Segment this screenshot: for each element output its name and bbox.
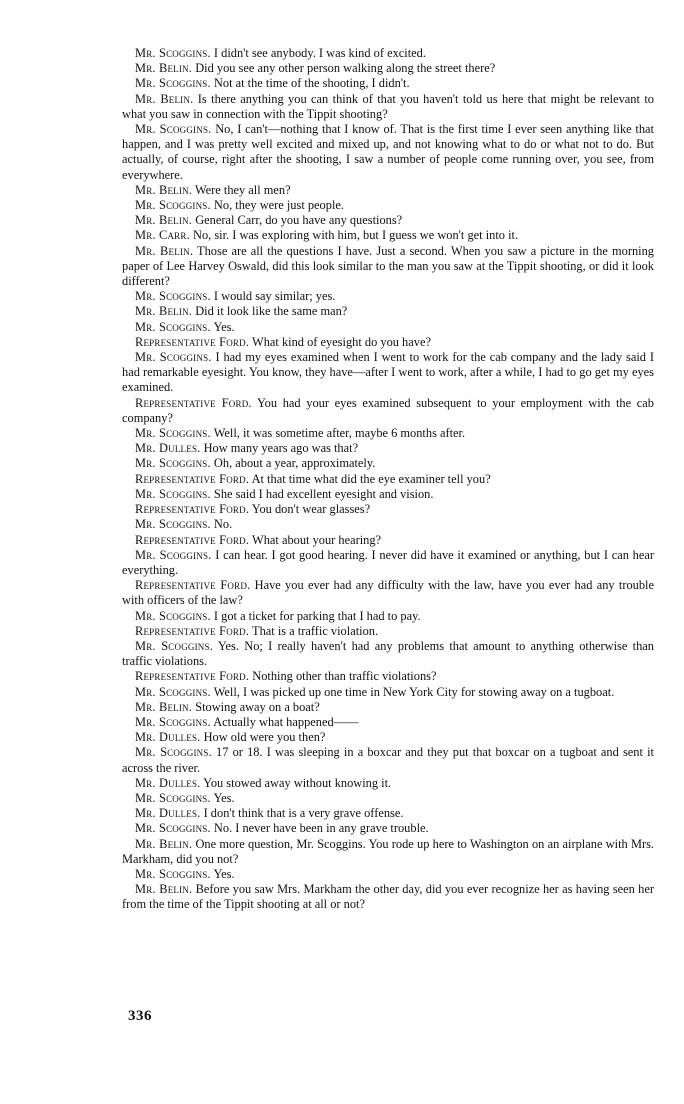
transcript-paragraph (122, 776, 654, 791)
transcript-paragraph (122, 228, 654, 243)
transcript-paragraph (122, 350, 654, 396)
transcript-paragraph (122, 533, 654, 548)
speech-text: Actually what happened—— (213, 714, 359, 729)
transcript-paragraph (122, 730, 654, 745)
speaker-name: Mr. Belin. (135, 243, 194, 258)
speaker-name: Mr. Scoggins. (135, 319, 211, 334)
transcript-body (122, 46, 654, 913)
speech-text: Those are all the questions I have. Just a second. When you saw a picture in the morning paper of Lee Harvey Oswald, did this look similar to the man you saw at the Tippit shooting, or did it look different? (122, 243, 654, 289)
speaker-name: Mr. Belin. (135, 61, 193, 76)
transcript-paragraph (122, 183, 654, 198)
transcript-paragraph (122, 578, 654, 608)
transcript-paragraph (122, 609, 654, 624)
transcript-paragraph (122, 76, 654, 91)
speech-text: No, they were just people. (213, 198, 344, 213)
speech-text: Nothing other than traffic violations? (252, 669, 437, 684)
transcript-paragraph (122, 92, 654, 122)
speaker-name: Mr. Dulles. (135, 441, 201, 456)
transcript-paragraph (122, 821, 654, 836)
speech-text: What about your hearing? (252, 532, 382, 547)
speech-text: Oh, about a year, approximately. (213, 456, 376, 471)
transcript-paragraph (122, 517, 654, 532)
transcript-paragraph (122, 548, 654, 578)
speaker-name: Mr. Scoggins. (135, 350, 212, 365)
speaker-name: Mr. Belin. (135, 882, 193, 897)
speech-text: 17 or 18. I was sleeping in a boxcar and they put that boxcar on a tugboat and sent it across the river. (122, 745, 654, 775)
speech-text: Well, I was picked up one time in New York City for stowing away on a tugboat. (213, 684, 615, 699)
speaker-name: Representative Ford. (135, 471, 250, 486)
speech-text: You don't wear glasses? (251, 502, 371, 517)
speaker-name: Mr. Belin. (135, 182, 193, 197)
transcript-paragraph (122, 487, 654, 502)
speaker-name: Representative Ford. (135, 532, 250, 547)
speech-text: General Carr, do you have any questions? (195, 213, 403, 228)
transcript-paragraph (122, 335, 654, 350)
speech-text: Yes. (213, 790, 235, 805)
transcript-paragraph (122, 198, 654, 213)
speech-text: I can hear. I got good hearing. I never did have it examined or anything, but I can hear everything. (122, 547, 654, 577)
speaker-name: Mr. Scoggins. (135, 866, 211, 881)
speaker-name: Mr. Scoggins. (135, 46, 211, 60)
speaker-name: Mr. Dulles. (135, 775, 201, 790)
transcript-paragraph (122, 244, 654, 290)
speaker-name: Mr. Belin. (135, 213, 193, 228)
transcript-paragraph (122, 669, 654, 684)
speaker-name: Mr. Scoggins. (135, 608, 211, 623)
transcript-paragraph (122, 122, 654, 183)
speaker-name: Mr. Carr. (135, 228, 190, 243)
speaker-name: Mr. Scoggins. (135, 790, 211, 805)
speaker-name: Mr. Scoggins. (135, 638, 213, 653)
transcript-paragraph (122, 472, 654, 487)
speech-text: Before you saw Mrs. Markham the other day, did you ever recognize her as having seen her from the time of the Tippit shooting at all or not? (122, 882, 654, 912)
speaker-name: Mr. Scoggins. (135, 122, 212, 137)
speech-text: I would say similar; yes. (213, 289, 336, 304)
speaker-name: Mr. Belin. (135, 304, 193, 319)
transcript-paragraph (122, 320, 654, 335)
transcript-paragraph (122, 700, 654, 715)
speech-text: Not at the time of the shooting, I didn't. (213, 76, 410, 91)
speaker-name: Mr. Scoggins. (135, 486, 211, 501)
transcript-paragraph (122, 456, 654, 471)
speech-text: Well, it was sometime after, maybe 6 months after. (213, 426, 466, 441)
speech-text: She said I had excellent eyesight and vision. (213, 486, 434, 501)
speaker-name: Mr. Scoggins. (135, 426, 211, 441)
speech-text: You had your eyes examined subsequent to your employment with the cab company? (122, 395, 654, 425)
speaker-name: Mr. Scoggins. (135, 745, 212, 760)
speech-text: Did you see any other person walking along the street there? (195, 61, 496, 76)
transcript-paragraph (122, 867, 654, 882)
speech-text: Yes. (213, 866, 235, 881)
speech-text: No, I can't—nothing that I know of. That is the first time I ever seen anything like that happen, and I was pretty well excited and mixed up, and not knowing what to do or what not to do. But actually, of course, right after the shooting, I saw a number of people come running over, you see, from everywhere. (122, 122, 654, 182)
transcript-paragraph (122, 715, 654, 730)
speaker-name: Mr. Dulles. (135, 806, 201, 821)
speech-text: I got a ticket for parking that I had to pay. (213, 608, 421, 623)
speaker-name: Mr. Belin. (135, 836, 193, 851)
transcript-paragraph (122, 882, 654, 912)
transcript-paragraph (122, 791, 654, 806)
speech-text: I don't think that is a very grave offense. (203, 806, 404, 821)
speech-text: You stowed away without knowing it. (203, 775, 392, 790)
transcript-paragraph (122, 624, 654, 639)
speaker-name: Representative Ford. (135, 669, 250, 684)
speech-text: Stowing away on a boat? (195, 699, 320, 714)
transcript-paragraph (122, 837, 654, 867)
speech-text: How many years ago was that? (203, 441, 359, 456)
speech-text: I had my eyes examined when I went to work for the cab company and the lady said I had remarkable eyesight. You know, they have—after I went to work, after a while, I had to go get my eyes examined. (122, 350, 654, 395)
speaker-name: Mr. Belin. (135, 91, 194, 106)
speech-text: Were they all men? (194, 182, 291, 197)
speaker-name: Mr. Scoggins. (135, 547, 212, 562)
transcript-paragraph (122, 426, 654, 441)
speaker-name: Mr. Scoggins. (135, 456, 211, 471)
transcript-paragraph (122, 441, 654, 456)
speaker-name: Mr. Scoggins. (135, 76, 211, 91)
transcript-paragraph (122, 502, 654, 517)
speaker-name: Mr. Scoggins. (135, 684, 211, 699)
speaker-name: Mr. Scoggins. (135, 714, 211, 729)
transcript-paragraph (122, 639, 654, 669)
transcript-paragraph (122, 46, 654, 61)
page-number: 336 (128, 1008, 152, 1024)
transcript-paragraph (122, 396, 654, 426)
speaker-name: Representative Ford. (135, 502, 250, 517)
speech-text: No, sir. I was exploring with him, but I guess we won't get into it. (193, 228, 519, 243)
speech-text: Have you ever had any difficulty with the law, have you ever had any trouble with officers of the law? (122, 578, 654, 608)
speech-text: No. (213, 517, 233, 532)
speaker-name: Mr. Scoggins. (135, 821, 211, 836)
speech-text: What kind of eyesight do you have? (252, 334, 431, 349)
speech-text: Yes. (213, 319, 235, 334)
speech-text: No. I never have been in any grave trouble. (213, 821, 429, 836)
transcript-paragraph (122, 685, 654, 700)
speaker-name: Mr. Belin. (135, 699, 193, 714)
transcript-paragraph (122, 745, 654, 775)
speaker-name: Mr. Dulles. (135, 730, 201, 745)
speaker-name: Representative Ford. (135, 623, 250, 638)
speaker-name: Representative Ford. (135, 395, 252, 410)
transcript-paragraph (122, 806, 654, 821)
speech-text: I didn't see anybody. I was kind of excited. (213, 46, 426, 60)
speech-text: Did it look like the same man? (195, 304, 348, 319)
speech-text: Yes. No; I really haven't had any problems that amount to anything otherwise than traffic violations. (122, 638, 654, 669)
transcript-paragraph (122, 304, 654, 319)
speaker-name: Mr. Scoggins. (135, 289, 211, 304)
transcript-paragraph (122, 213, 654, 228)
speaker-name: Representative Ford. (135, 334, 250, 349)
speech-text: How old were you then? (203, 730, 326, 745)
speech-text: At that time what did the eye examiner tell you? (251, 471, 491, 486)
transcript-paragraph (122, 289, 654, 304)
speech-text: Is there anything you can think of that you haven't told us here that might be relevant to what you saw in connection with the Tippit shooting? (122, 91, 654, 121)
speaker-name: Mr. Scoggins. (135, 517, 211, 532)
speech-text: That is a traffic violation. (252, 623, 379, 638)
speaker-name: Representative Ford. (135, 578, 251, 593)
transcript-paragraph (122, 61, 654, 76)
speaker-name: Mr. Scoggins. (135, 198, 211, 213)
speech-text: One more question, Mr. Scoggins. You rode up here to Washington on an airplane with Mrs. Markham, did you not? (122, 836, 655, 866)
